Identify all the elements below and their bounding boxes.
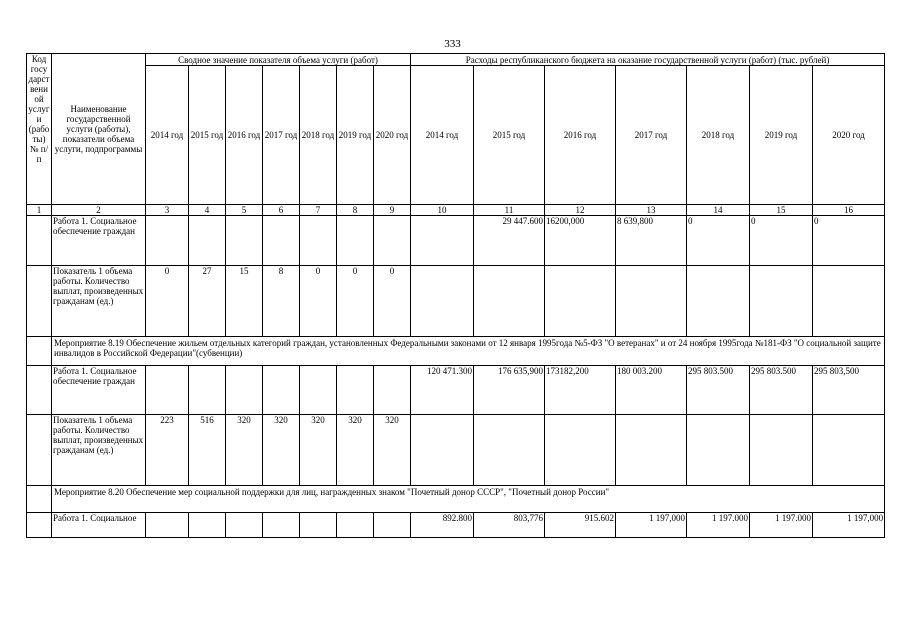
budget-value: 16200,000 bbox=[545, 216, 616, 266]
row-name: Работа 1. Социальное обеспечение граждан bbox=[52, 366, 146, 415]
volume-value bbox=[374, 216, 411, 266]
volume-value bbox=[146, 513, 189, 538]
budget-year-header: 2014 год bbox=[411, 66, 474, 205]
budget-value bbox=[545, 266, 616, 337]
budget-year-header: 2016 год bbox=[545, 66, 616, 205]
budget-value bbox=[750, 266, 813, 337]
volume-value bbox=[226, 513, 263, 538]
column-number: 5 bbox=[226, 205, 263, 216]
volume-value: 8 bbox=[263, 266, 300, 337]
budget-year-header: 2017 год bbox=[616, 66, 687, 205]
budget-value: 8 639,800 bbox=[616, 216, 687, 266]
budget-value bbox=[474, 415, 545, 486]
measure-title: Мероприятие 8.20 Обеспечение мер социальной поддержки для лиц, награжденных знаком "Почетный донор СССР", "Почетный донор России" bbox=[52, 486, 885, 513]
volume-value bbox=[189, 216, 226, 266]
budget-value bbox=[411, 415, 474, 486]
volume-value: 516 bbox=[189, 415, 226, 486]
code-cell bbox=[27, 366, 52, 415]
volume-year-header: 2014 год bbox=[146, 66, 189, 205]
code-cell bbox=[27, 486, 52, 513]
budget-year-header: 2018 год bbox=[687, 66, 750, 205]
volume-value bbox=[337, 216, 374, 266]
budget-year-header: 2020 год bbox=[813, 66, 885, 205]
code-cell bbox=[27, 337, 52, 366]
column-number: 8 bbox=[337, 205, 374, 216]
volume-year-header: 2019 год bbox=[337, 66, 374, 205]
budget-value bbox=[687, 415, 750, 486]
volume-value bbox=[263, 513, 300, 538]
volume-value: 0 bbox=[146, 266, 189, 337]
volume-year-header: 2018 год bbox=[300, 66, 337, 205]
services-table bbox=[26, 53, 885, 538]
budget-value: 915.602 bbox=[545, 513, 616, 538]
column-number: 13 bbox=[616, 205, 687, 216]
table-row bbox=[27, 513, 885, 538]
volume-value: 320 bbox=[263, 415, 300, 486]
measure-row bbox=[27, 337, 885, 366]
budget-value: 1 197,000 bbox=[813, 513, 885, 538]
volume-value: 0 bbox=[300, 266, 337, 337]
row-name: Показатель 1 объема работы. Количество выплат, произведенных гражданам (ед.) bbox=[52, 415, 146, 486]
volume-value: 15 bbox=[226, 266, 263, 337]
volume-year-header: 2020 год bbox=[374, 66, 411, 205]
header-row-years bbox=[27, 66, 885, 205]
code-cell bbox=[27, 266, 52, 337]
volume-value bbox=[146, 216, 189, 266]
column-number: 14 bbox=[687, 205, 750, 216]
column-number: 6 bbox=[263, 205, 300, 216]
volume-value: 320 bbox=[374, 415, 411, 486]
budget-value: 0 bbox=[813, 216, 885, 266]
budget-value bbox=[474, 266, 545, 337]
volume-value bbox=[374, 513, 411, 538]
volume-group-header: Сводное значение показателя объема услуги (работ) bbox=[146, 54, 411, 66]
row-name: Показатель 1 объема работы. Количество выплат, произведенных гражданам (ед.) bbox=[52, 266, 146, 337]
table-body bbox=[27, 54, 885, 538]
budget-value: 803,776 bbox=[474, 513, 545, 538]
measure-row bbox=[27, 486, 885, 513]
budget-value: 1 197,000 bbox=[616, 513, 687, 538]
volume-value bbox=[263, 216, 300, 266]
budget-value bbox=[411, 216, 474, 266]
table-row bbox=[27, 266, 885, 337]
budget-value: 295 803,500 bbox=[813, 366, 885, 415]
column-number: 4 bbox=[189, 205, 226, 216]
volume-value bbox=[300, 366, 337, 415]
budget-value: 29 447.600 bbox=[474, 216, 545, 266]
volume-value bbox=[189, 366, 226, 415]
volume-year-header: 2017 год bbox=[263, 66, 300, 205]
volume-value bbox=[300, 216, 337, 266]
row-name: Работа 1. Социальное bbox=[52, 513, 146, 538]
volume-value: 320 bbox=[300, 415, 337, 486]
budget-value: 892.800 bbox=[411, 513, 474, 538]
volume-value: 0 bbox=[374, 266, 411, 337]
budget-group-header: Расходы республиканского бюджета на оказание государственной услуги (работ) (тыс. рублей) bbox=[411, 54, 885, 66]
volume-value bbox=[189, 513, 226, 538]
budget-value: 1 197.000 bbox=[687, 513, 750, 538]
budget-value: 1 197.000 bbox=[750, 513, 813, 538]
code-cell bbox=[27, 216, 52, 266]
name-column-header: Наименование государственной услуги (работы), показатели объема услуги, подпрограммы bbox=[52, 54, 146, 205]
volume-value: 320 bbox=[337, 415, 374, 486]
budget-value: 176 635,900 bbox=[474, 366, 545, 415]
volume-value bbox=[226, 216, 263, 266]
budget-value: 173182,200 bbox=[545, 366, 616, 415]
volume-value bbox=[226, 366, 263, 415]
budget-value: 295 803.500 bbox=[750, 366, 813, 415]
code-cell bbox=[27, 513, 52, 538]
budget-value bbox=[411, 266, 474, 337]
budget-value: 0 bbox=[750, 216, 813, 266]
budget-value bbox=[545, 415, 616, 486]
budget-value: 0 bbox=[687, 216, 750, 266]
volume-value: 223 bbox=[146, 415, 189, 486]
budget-value bbox=[750, 415, 813, 486]
volume-value bbox=[337, 513, 374, 538]
column-number: 10 bbox=[411, 205, 474, 216]
table-row bbox=[27, 415, 885, 486]
volume-value bbox=[300, 513, 337, 538]
volume-value: 320 bbox=[226, 415, 263, 486]
table-row bbox=[27, 366, 885, 415]
budget-value bbox=[616, 266, 687, 337]
column-number: 7 bbox=[300, 205, 337, 216]
budget-value bbox=[616, 415, 687, 486]
budget-value: 295 803.500 bbox=[687, 366, 750, 415]
column-number: 9 bbox=[374, 205, 411, 216]
page-number: 333 bbox=[444, 38, 461, 50]
code-cell bbox=[27, 415, 52, 486]
budget-value bbox=[687, 266, 750, 337]
budget-year-header: 2015 год bbox=[474, 66, 545, 205]
column-number: 11 bbox=[474, 205, 545, 216]
budget-value: 180 003.200 bbox=[616, 366, 687, 415]
budget-value bbox=[813, 266, 885, 337]
volume-value bbox=[146, 366, 189, 415]
volume-value: 27 bbox=[189, 266, 226, 337]
header-row-numbers bbox=[27, 205, 885, 216]
column-number: 2 bbox=[52, 205, 146, 216]
volume-value bbox=[337, 366, 374, 415]
volume-value bbox=[263, 366, 300, 415]
row-name: Работа 1. Социальное обеспечение граждан bbox=[52, 216, 146, 266]
header-row-groups bbox=[27, 54, 885, 66]
volume-value bbox=[374, 366, 411, 415]
column-number: 3 bbox=[146, 205, 189, 216]
table-row bbox=[27, 216, 885, 266]
budget-value: 120 471.300 bbox=[411, 366, 474, 415]
volume-value: 0 bbox=[337, 266, 374, 337]
volume-year-header: 2015 год bbox=[189, 66, 226, 205]
budget-value bbox=[813, 415, 885, 486]
column-number: 15 bbox=[750, 205, 813, 216]
budget-year-header: 2019 год bbox=[750, 66, 813, 205]
column-number: 12 bbox=[545, 205, 616, 216]
column-number: 1 bbox=[27, 205, 52, 216]
code-column-header: Код госу дарст вени ой услуг и (рабо ты) № п/п bbox=[27, 54, 52, 205]
column-number: 16 bbox=[813, 205, 885, 216]
measure-title: Мероприятие 8.19 Обеспечение жильем отдельных категорий граждан, установленных Федеральными законами от 12 января 1995года №5-ФЗ "О ветеранах" и от 24 ноября 1995года №181-ФЗ "О социальной защите инвалидов в Российской Федерации"(субвенции) bbox=[52, 337, 885, 366]
volume-year-header: 2016 год bbox=[226, 66, 263, 205]
